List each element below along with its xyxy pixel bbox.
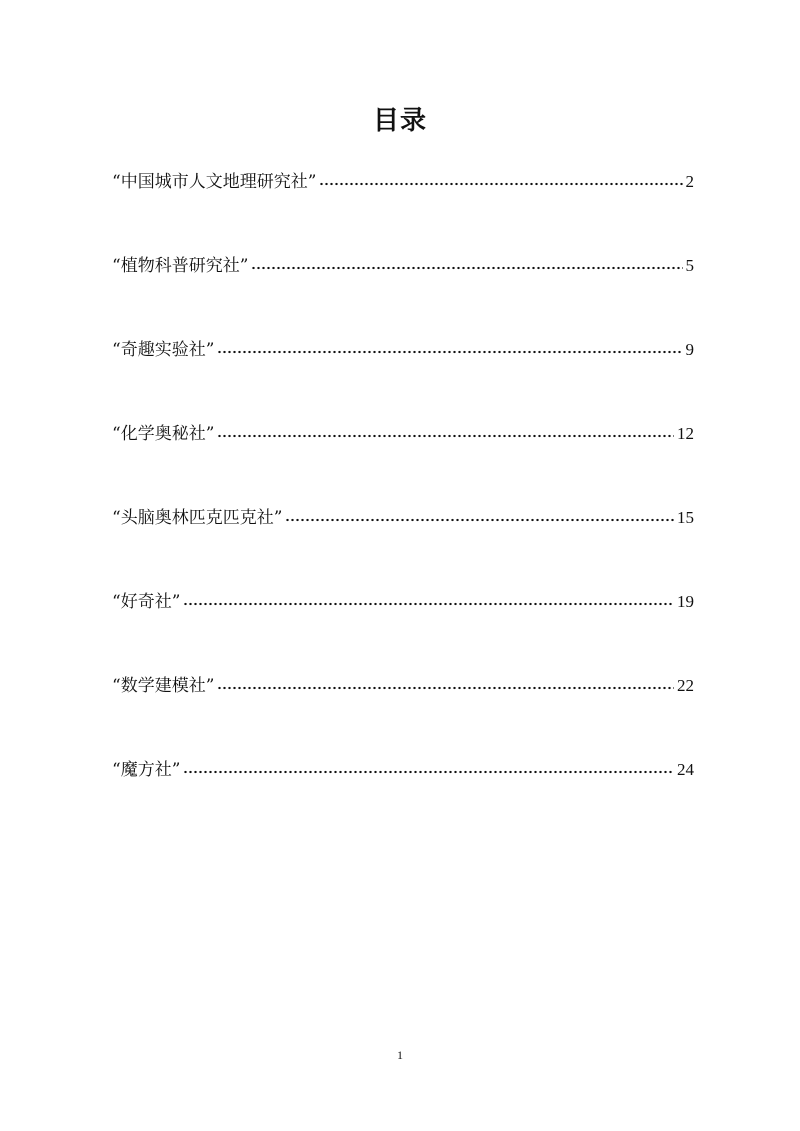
toc-entry-label: “化学奥秘社” bbox=[112, 424, 215, 444]
toc-entry[interactable] bbox=[112, 420, 694, 448]
toc-entry-label: “奇趣实验社” bbox=[112, 340, 215, 360]
toc-entry[interactable] bbox=[112, 504, 694, 532]
toc-entry-page: 22 bbox=[677, 676, 694, 695]
toc-entry-label: “中国城市人文地理研究社” bbox=[112, 172, 317, 192]
toc-entry[interactable] bbox=[112, 588, 694, 616]
toc-dot-leader bbox=[217, 431, 674, 440]
toc-dot-leader bbox=[217, 347, 682, 356]
toc-entry-page: 24 bbox=[677, 760, 694, 779]
toc-entry-page: 2 bbox=[685, 172, 694, 191]
toc-entry-page: 9 bbox=[685, 340, 694, 359]
toc-list bbox=[112, 168, 694, 840]
toc-entry[interactable] bbox=[112, 252, 694, 280]
toc-dot-leader bbox=[285, 515, 674, 524]
toc-dot-leader bbox=[183, 767, 674, 776]
toc-entry-page: 5 bbox=[685, 256, 694, 275]
toc-entry[interactable] bbox=[112, 672, 694, 700]
toc-entry-page: 15 bbox=[677, 508, 694, 527]
toc-dot-leader bbox=[319, 179, 682, 188]
toc-entry-label: “植物科普研究社” bbox=[112, 256, 249, 276]
toc-entry-label: “好奇社” bbox=[112, 592, 181, 612]
toc-title: 目录 bbox=[372, 106, 427, 136]
toc-dot-leader bbox=[183, 599, 674, 608]
toc-entry-label: “魔方社” bbox=[112, 760, 181, 780]
toc-entry-page: 12 bbox=[677, 424, 694, 443]
toc-dot-leader bbox=[251, 263, 682, 272]
toc-entry[interactable] bbox=[112, 336, 694, 364]
page-number: 1 bbox=[397, 1048, 403, 1062]
toc-entry-label: “头脑奥林匹克匹克社” bbox=[112, 508, 283, 528]
toc-dot-leader bbox=[217, 683, 674, 692]
toc-entry[interactable] bbox=[112, 168, 694, 196]
toc-entry[interactable] bbox=[112, 756, 694, 784]
toc-entry-page: 19 bbox=[677, 592, 694, 611]
toc-entry-label: “数学建模社” bbox=[112, 676, 215, 696]
